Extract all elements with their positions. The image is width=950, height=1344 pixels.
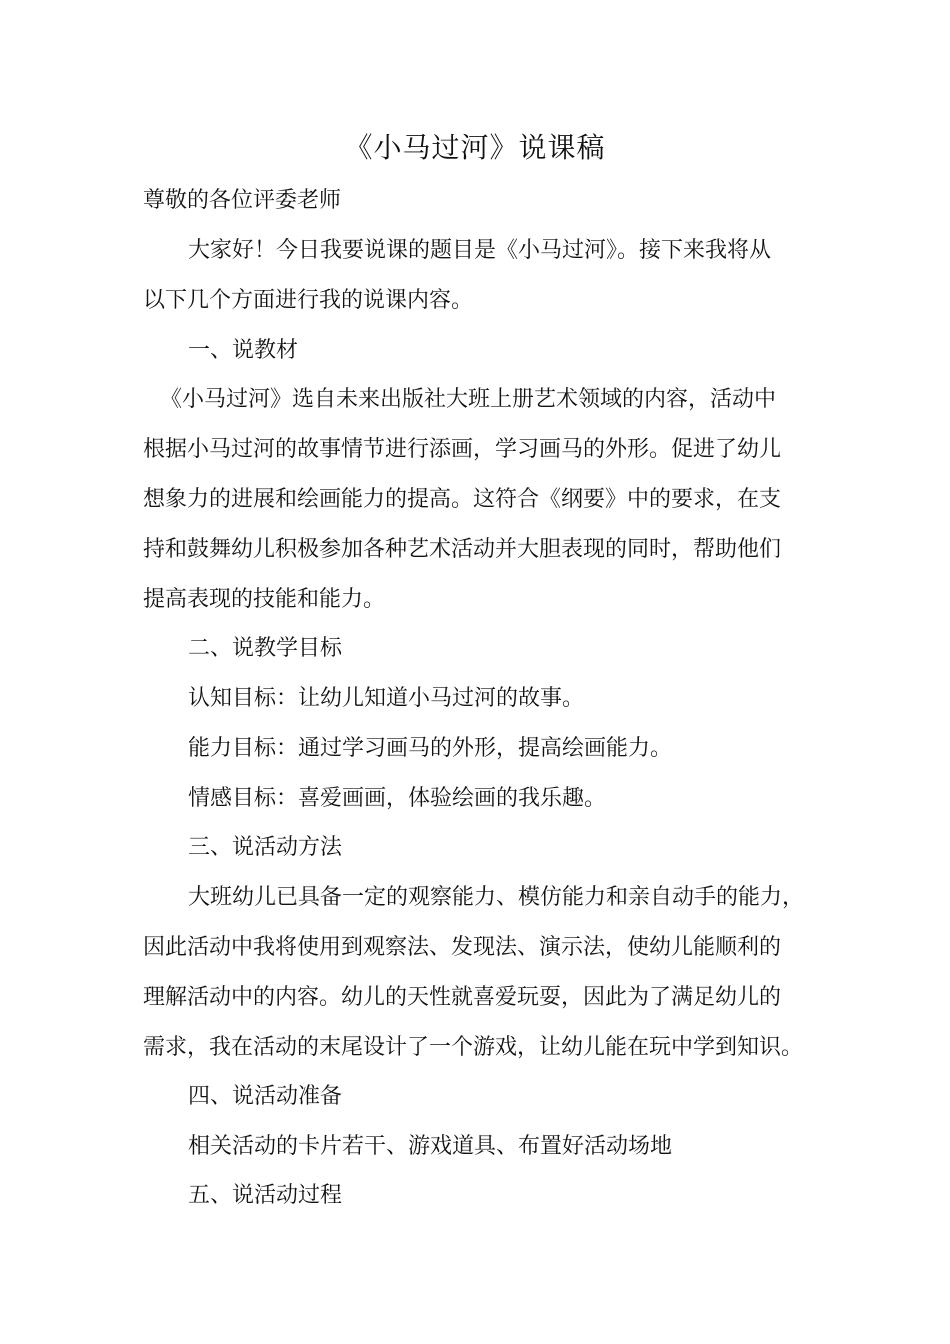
paragraph-line: 根据小马过河的故事情节进行添画，学习画马的外形。促进了幼儿	[143, 437, 782, 462]
section-heading-textbook: 一、说教材	[188, 338, 299, 363]
section-heading-process: 五、说活动过程	[188, 1183, 343, 1208]
section-heading-objectives: 二、说教学目标	[188, 636, 343, 661]
preparation-line: 相关活动的卡片若干、游戏道具、布置好活动场地	[188, 1134, 673, 1159]
greeting: 尊敬的各位评委老师	[143, 188, 342, 213]
objective-emotional: 情感目标：喜爱画画，体验绘画的我乐趣。	[188, 786, 607, 811]
document-title: 《小马过河》说课稿	[344, 131, 606, 164]
section-heading-preparation: 四、说活动准备	[188, 1084, 343, 1109]
paragraph-line: 持和鼓舞幼儿积极参加各种艺术活动并大胆表现的同时，帮助他们	[143, 537, 782, 562]
paragraph-line: 因此活动中我将使用到观察法、发现法、演示法，使幼儿能顺利的	[143, 935, 782, 960]
objective-ability: 能力目标：通过学习画马的外形，提高绘画能力。	[188, 736, 673, 761]
intro-line-1: 大家好！今日我要说课的题目是《小马过河》。接下来我将从	[188, 238, 772, 263]
intro-line-2: 以下几个方面进行我的说课内容。	[143, 288, 474, 313]
section-heading-methods: 三、说活动方法	[188, 835, 343, 860]
paragraph-line: 想象力的进展和绘画能力的提高。这符合《纲要》中的要求，在支	[143, 487, 782, 512]
objective-cognitive: 认知目标：让幼儿知道小马过河的故事。	[188, 686, 585, 711]
paragraph-line: 理解活动中的内容。幼儿的天性就喜爱玩耍，因此为了满足幼儿的	[143, 985, 782, 1010]
paragraph-line: 《小马过河》选自未来出版社大班上册艺术领域的内容，活动中	[160, 387, 777, 412]
paragraph-line: 大班幼儿已具备一定的观察能力、模仿能力和亲自动手的能力，	[188, 885, 805, 910]
paragraph-line: 需求，我在活动的末尾设计了一个游戏，让幼儿能在玩中学到知识。	[143, 1035, 804, 1060]
paragraph-line: 提高表现的技能和能力。	[143, 587, 386, 612]
